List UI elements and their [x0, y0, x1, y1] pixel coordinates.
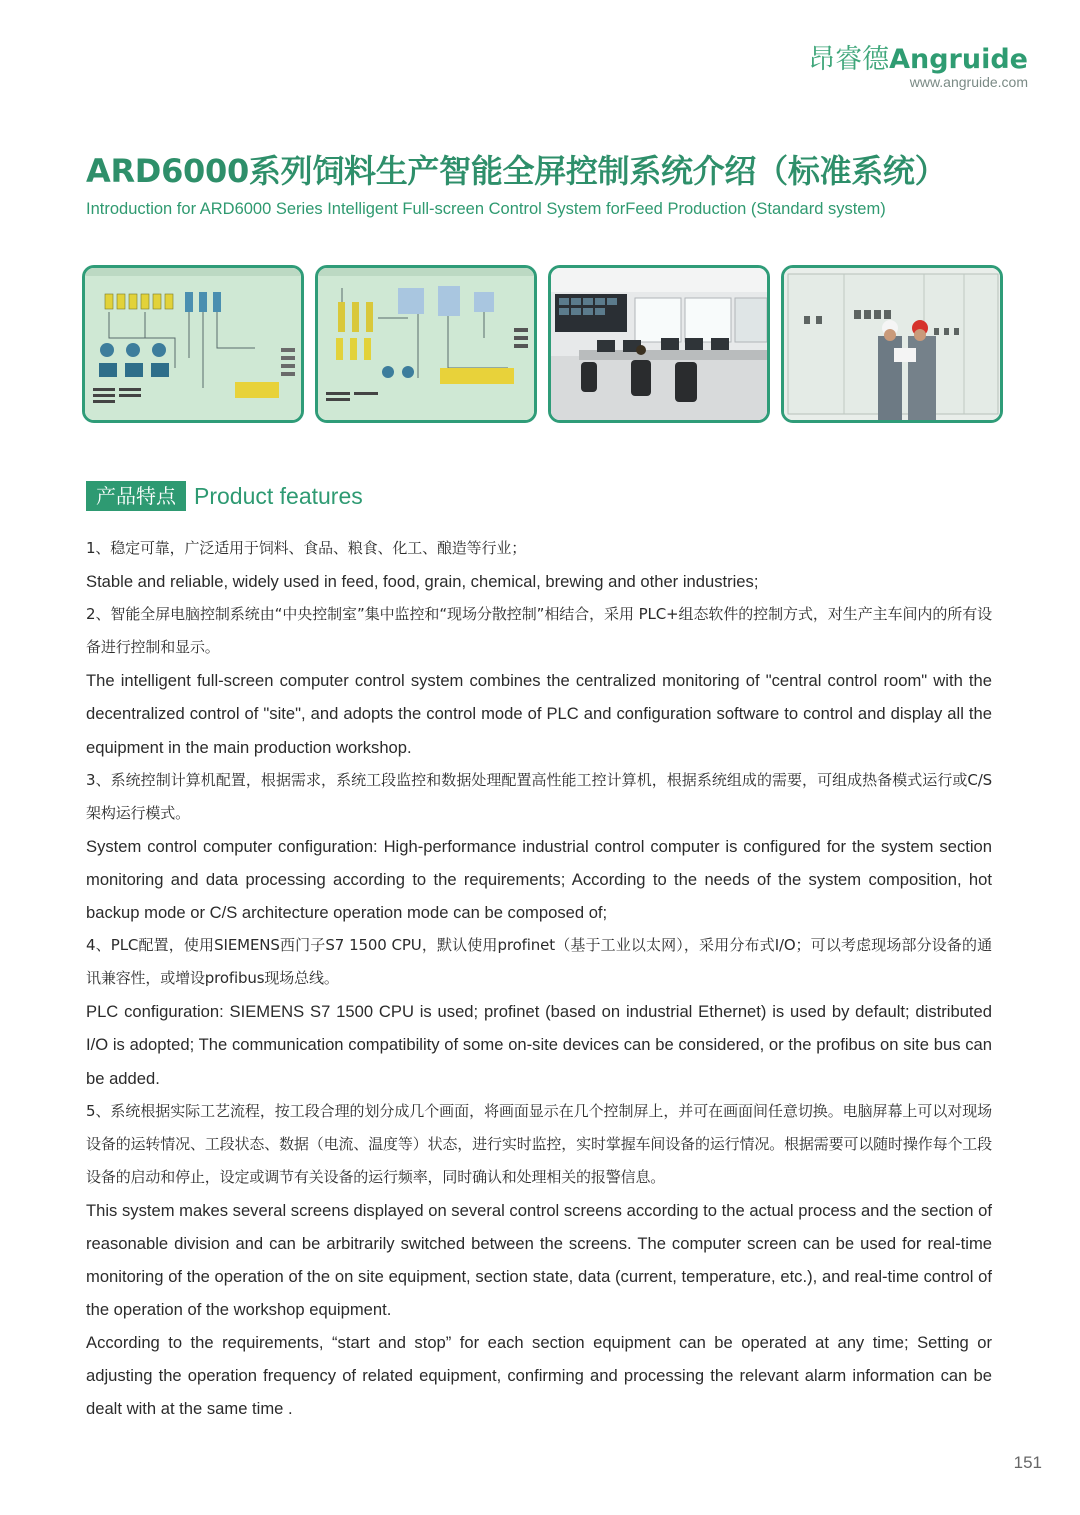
page-number: 151 — [1013, 1453, 1042, 1472]
control-room-photo — [548, 265, 770, 423]
section-tag-cn: 产品特点 — [86, 481, 186, 511]
feature-paragraph-cn: 2、智能全屏电脑控制系统由“中央控制室”集中监控和“现场分散控制”相结合，采用 PLC+组态软件的控制方式，对生产主车间内的所有设备进行控制和显示。 — [86, 605, 992, 657]
page-title: ARD6000系列饲料生产智能全屏控制系统介绍（标准系统） — [86, 152, 947, 190]
feature-paragraph-en: Stable and reliable, widely used in feed, food, grain, chemical, brewing and other industries; — [86, 572, 759, 592]
feature-paragraph-cn: 1、稳定可靠，广泛适用于饲料、食品、粮食、化工、酿造等行业； — [86, 539, 527, 557]
feature-paragraph-cn: 5、系统根据实际工艺流程，按工段合理的划分成几个画面，将画面显示在几个控制屏上，并可在画面间任意切换。电脑屏幕上可以对现场设备的运转情况、工段状态、数据（电流、温度等）状态，进行实时监控，实时掌握车间设备的运行情况。根据需要可以随时操作每个工段设备的启动和停止，设定或调节有关设备的运行频率，同时确认和处理相关的报警信息。 — [86, 1101, 992, 1186]
feature-paragraph-en: According to the requirements, “start and stop” for each section equipment can be operated at any time; Setting or adjusting the operation frequency of related equipment, confirming and processing the relevant alarm information can be dealt with at the same time . — [86, 1333, 992, 1419]
feature-paragraph-cn: 3、系统控制计算机配置，根据需求，系统工段监控和数据处理配置高性能工控计算机，根据系统组成的需要，可组成热备模式运行或C/S 架构运行模式。 — [86, 770, 992, 822]
scada-screenshot-photo-1 — [82, 265, 304, 423]
feature-paragraph-cn: 4、PLC配置，使用SIEMENS西门子S7 1500 CPU，默认使用profinet（基于工业以太网），采用分布式I/O；可以考虑现场部分设备的通讯兼容性，或增设profibus现场总线。 — [86, 936, 992, 988]
feature-list — [86, 532, 992, 1426]
company-logo — [808, 44, 1028, 90]
feature-paragraph-en: This system makes several screens displayed on several control screens according to the actual process and the section of reasonable division and can be arbitrarily switched between the screens. The computer screen can be used for real-time monitoring of the operation of the on site equipment, section state, data (current, temperature, etc.), and real-time control of the operation of the workshop equipment. — [86, 1200, 992, 1320]
page-subtitle: Introduction for ARD6000 Series Intelligent Full-screen Control System forFeed Production (Standard system) — [86, 200, 886, 218]
feature-paragraph-en: The intelligent full-screen computer control system combines the centralized monitoring of "central control room" with the decentralized control of "site", and adopts the control mode of PLC and configuration software to control and display all the equipment in the main production workshop. — [86, 671, 992, 757]
section-header — [86, 481, 363, 511]
logo-english-name: Angruide — [889, 44, 1028, 75]
engineers-at-cabinet-photo — [781, 265, 1003, 423]
company-website: www.angruide.com — [909, 74, 1028, 90]
section-title-en: Product features — [194, 482, 363, 509]
scada-screenshot-photo-2 — [315, 265, 537, 423]
feature-paragraph-en: PLC configuration: SIEMENS S7 1500 CPU is used; profinet (based on industrial Ethernet) is used by default; distributed I/O is adopted; The communication compatibility of some on-site devices can be considered, or the profibus on site bus can be added. — [86, 1002, 992, 1088]
feature-paragraph-en: System control computer configuration: High-performance industrial control computer is configured for the system section monitoring and data processing according to the requirements; According to the needs of the system composition, hot backup mode or C/S architecture operation mode can be composed of; — [86, 836, 992, 923]
logo-chinese-name: 昂睿德 — [808, 44, 890, 75]
